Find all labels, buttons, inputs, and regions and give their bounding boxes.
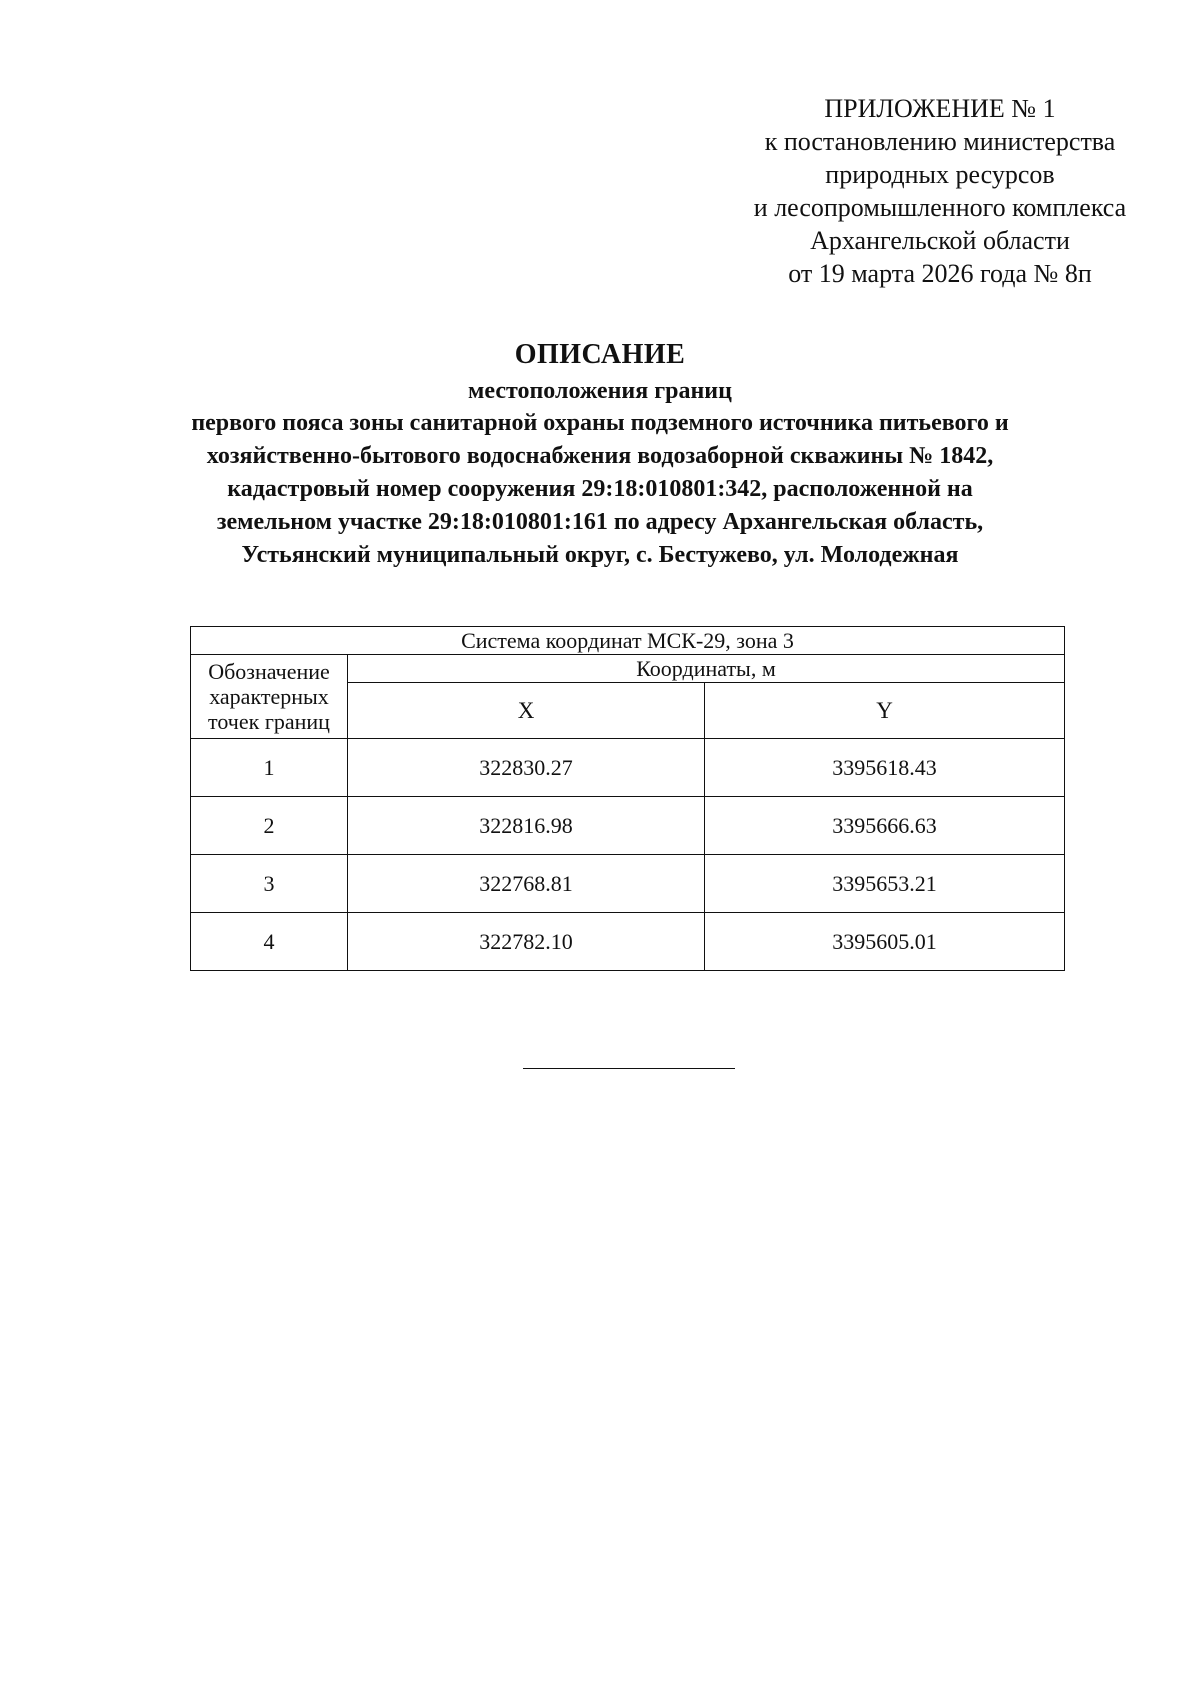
x-value: 322816.98 (348, 797, 705, 855)
appendix-date: от 19 марта 2026 года № 8п (788, 259, 1092, 288)
point-number: 1 (191, 739, 348, 797)
point-header-line: характерных (209, 684, 329, 709)
y-value: 3395653.21 (705, 855, 1065, 913)
table-row (191, 913, 1065, 971)
appendix-header (700, 92, 1180, 290)
y-value: 3395605.01 (705, 913, 1065, 971)
x-column-header: X (348, 683, 705, 739)
y-value: 3395666.63 (705, 797, 1065, 855)
coordinates-header: Координаты, м (348, 655, 1065, 683)
point-header-line: точек границ (208, 709, 330, 734)
title-desc-line: хозяйственно-бытового водоснабжения водозаборной скважины № 1842, (206, 443, 994, 469)
appendix-line: Архангельской области (810, 226, 1070, 255)
table-row (191, 797, 1065, 855)
y-value: 3395618.43 (705, 739, 1065, 797)
appendix-number: ПРИЛОЖЕНИЕ № 1 (824, 94, 1056, 123)
y-column-header: Y (705, 683, 1065, 739)
point-number: 4 (191, 913, 348, 971)
appendix-line: природных ресурсов (825, 160, 1055, 189)
title-description (100, 407, 1100, 572)
appendix-line: к постановлению министерства (764, 127, 1116, 156)
coordinate-system-header: Система координат МСК-29, зона 3 (191, 627, 1065, 655)
x-value: 322782.10 (348, 913, 705, 971)
table-row (191, 855, 1065, 913)
point-number: 3 (191, 855, 348, 913)
title-desc-line: кадастровый номер сооружения 29:18:010801:342, расположенной на (227, 476, 973, 502)
document-title (100, 335, 1100, 572)
title-desc-line: Устьянский муниципальный округ, с. Бестужево, ул. Молодежная (241, 542, 959, 568)
x-value: 322830.27 (348, 739, 705, 797)
point-number: 2 (191, 797, 348, 855)
title-main: ОПИСАНИЕ (514, 339, 686, 370)
title-desc-line: первого пояса зоны санитарной охраны подземного источника питьевого и (191, 410, 1009, 436)
table-row (191, 739, 1065, 797)
closing-divider (523, 1068, 735, 1069)
coordinates-table (190, 626, 1065, 971)
x-value: 322768.81 (348, 855, 705, 913)
title-desc-line: земельном участке 29:18:010801:161 по адресу Архангельская область, (216, 509, 984, 535)
appendix-line: и лесопромышленного комплекса (753, 193, 1127, 222)
title-sub: местоположения границ (468, 378, 732, 404)
point-header-line: Обозначение (208, 659, 330, 684)
point-designation-header (191, 655, 348, 739)
